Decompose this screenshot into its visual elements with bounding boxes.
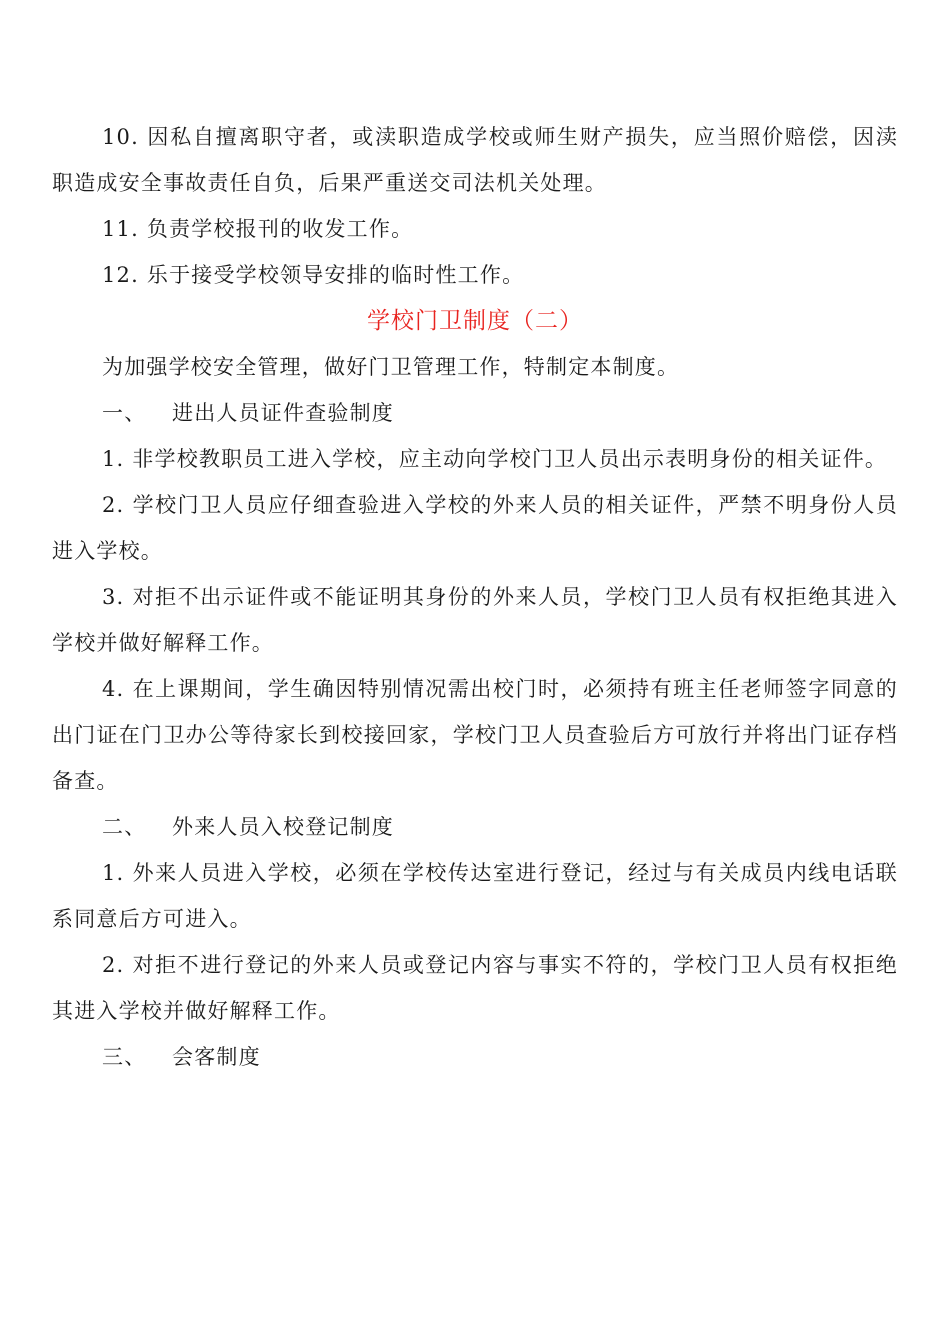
section-heading-2 xyxy=(52,804,898,850)
section-title: 进出人员证件查验制度 xyxy=(172,401,394,425)
section-1-item-3: 3. 对拒不出示证件或不能证明其身份的外来人员，学校门卫人员有权拒绝其进入学校并做好解释工作。 xyxy=(52,585,898,655)
section-number: 一、 xyxy=(102,401,147,425)
section-2-item-1: 1. 外来人员进入学校，必须在学校传达室进行登记，经过与有关成员内线电话联系同意后方可进入。 xyxy=(52,861,898,931)
section-title: 会客制度 xyxy=(172,1045,261,1069)
section-heading-1 xyxy=(52,390,898,436)
item-10: 10. 因私自擅离职守者，或渎职造成学校或师生财产损失，应当照价赔偿，因渎职造成安全事故责任自负，后果严重送交司法机关处理。 xyxy=(52,125,898,195)
item-11: 11. 负责学校报刊的收发工作。 xyxy=(102,217,414,241)
document-page xyxy=(52,114,898,1080)
section-1-item-1: 1. 非学校教职员工进入学校，应主动向学校门卫人员出示表明身份的相关证件。 xyxy=(102,447,888,471)
section-title: 外来人员入校登记制度 xyxy=(172,815,394,839)
section-number: 三、 xyxy=(102,1045,147,1069)
section-heading-3 xyxy=(52,1034,898,1080)
section-number: 二、 xyxy=(102,815,147,839)
section-2-item-2: 2. 对拒不进行登记的外来人员或登记内容与事实不符的，学校门卫人员有权拒绝其进入学校并做好解释工作。 xyxy=(52,953,898,1023)
document-title: 学校门卫制度（二） xyxy=(367,308,583,334)
section-1-item-4: 4. 在上课期间，学生确因特别情况需出校门时，必须持有班主任老师签字同意的出门证在门卫办公等待家长到校接回家，学校门卫人员查验后方可放行并将出门证存档备查。 xyxy=(52,677,898,793)
intro-paragraph: 为加强学校安全管理，做好门卫管理工作，特制定本制度。 xyxy=(102,355,680,379)
item-12: 12. 乐于接受学校领导安排的临时性工作。 xyxy=(102,263,525,287)
section-1-item-2: 2. 学校门卫人员应仔细查验进入学校的外来人员的相关证件，严禁不明身份人员进入学校。 xyxy=(52,493,898,563)
